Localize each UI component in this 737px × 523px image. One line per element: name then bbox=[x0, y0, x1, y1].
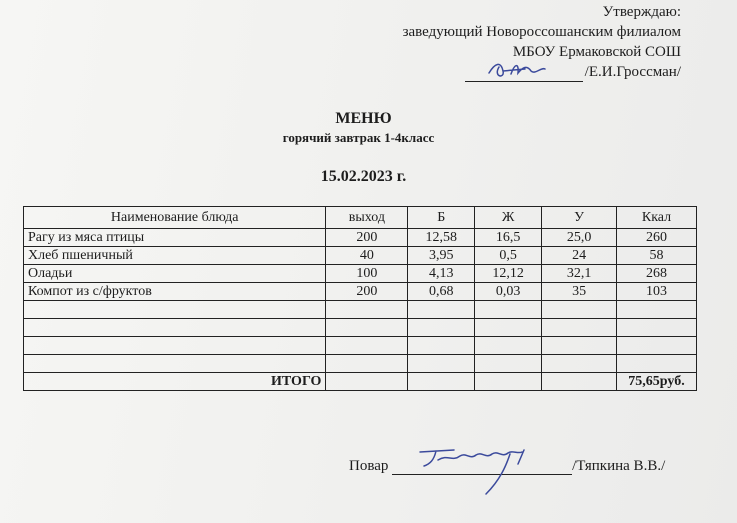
table-row-empty bbox=[24, 337, 697, 355]
table-row-empty bbox=[24, 319, 697, 337]
dish-portion: 200 bbox=[326, 229, 408, 247]
dish-kcal: 58 bbox=[617, 247, 697, 265]
dish-kcal: 268 bbox=[617, 265, 697, 283]
menu-table bbox=[23, 206, 697, 391]
dish-protein: 4,13 bbox=[408, 265, 475, 283]
cook-label: Повар bbox=[349, 458, 389, 474]
dish-name: Рагу из мяса птицы bbox=[24, 229, 326, 247]
table-header-row bbox=[24, 207, 697, 229]
table-row bbox=[24, 265, 697, 283]
table-total-row bbox=[24, 373, 697, 391]
table-row-empty bbox=[24, 355, 697, 373]
dish-carbs: 35 bbox=[542, 283, 617, 301]
dish-name: Компот из с/фруктов bbox=[24, 283, 326, 301]
approval-signer-name: /Е.И.Гроссман/ bbox=[584, 64, 681, 80]
dish-name: Хлеб пшеничный bbox=[24, 247, 326, 265]
dish-kcal: 103 bbox=[617, 283, 697, 301]
cook-signature-icon bbox=[414, 446, 544, 498]
approval-signature-icon bbox=[485, 59, 555, 81]
approval-signature-row bbox=[403, 62, 681, 82]
column-header-fat: Ж bbox=[475, 207, 542, 229]
cook-signature-block bbox=[349, 458, 665, 475]
column-header-protein: Б bbox=[408, 207, 475, 229]
table-row bbox=[24, 283, 697, 301]
dish-fat: 0,03 bbox=[475, 283, 542, 301]
column-header-dish: Наименование блюда bbox=[24, 207, 326, 229]
menu-date: 15.02.2023 г. bbox=[320, 168, 407, 185]
dish-carbs: 32,1 bbox=[542, 265, 617, 283]
column-header-carbs: У bbox=[542, 207, 617, 229]
dish-name: Оладьи bbox=[24, 265, 326, 283]
dish-fat: 12,12 bbox=[475, 265, 542, 283]
dish-carbs: 25,0 bbox=[542, 229, 617, 247]
dish-fat: 0,5 bbox=[475, 247, 542, 265]
approval-signature-line bbox=[465, 65, 583, 82]
dish-protein: 0,68 bbox=[408, 283, 475, 301]
dish-protein: 12,58 bbox=[408, 229, 475, 247]
table-row-empty bbox=[24, 301, 697, 319]
dish-carbs: 24 bbox=[542, 247, 617, 265]
approval-organization: МБОУ Ермаковской СОШ bbox=[512, 44, 681, 60]
dish-portion: 40 bbox=[326, 247, 408, 265]
table-row bbox=[24, 229, 697, 247]
dish-fat: 16,5 bbox=[475, 229, 542, 247]
total-label: ИТОГО bbox=[24, 373, 326, 391]
table-row bbox=[24, 247, 697, 265]
dish-portion: 200 bbox=[326, 283, 408, 301]
column-header-portion: выход bbox=[326, 207, 408, 229]
approval-position: заведующий Новороссошанским филиалом bbox=[402, 24, 681, 40]
cook-name: /Тяпкина В.В./ bbox=[572, 458, 666, 474]
dish-portion: 100 bbox=[326, 265, 408, 283]
dish-protein: 3,95 bbox=[408, 247, 475, 265]
column-header-kcal: Ккал bbox=[617, 207, 697, 229]
menu-subtitle: горячий завтрак 1-4класс bbox=[282, 130, 435, 145]
total-value: 75,65руб. bbox=[617, 373, 697, 391]
menu-title: МЕНЮ bbox=[335, 110, 392, 127]
approval-heading: Утверждаю: bbox=[602, 4, 681, 20]
approval-block bbox=[403, 2, 681, 82]
dish-kcal: 260 bbox=[617, 229, 697, 247]
cook-signature-line bbox=[392, 458, 572, 475]
